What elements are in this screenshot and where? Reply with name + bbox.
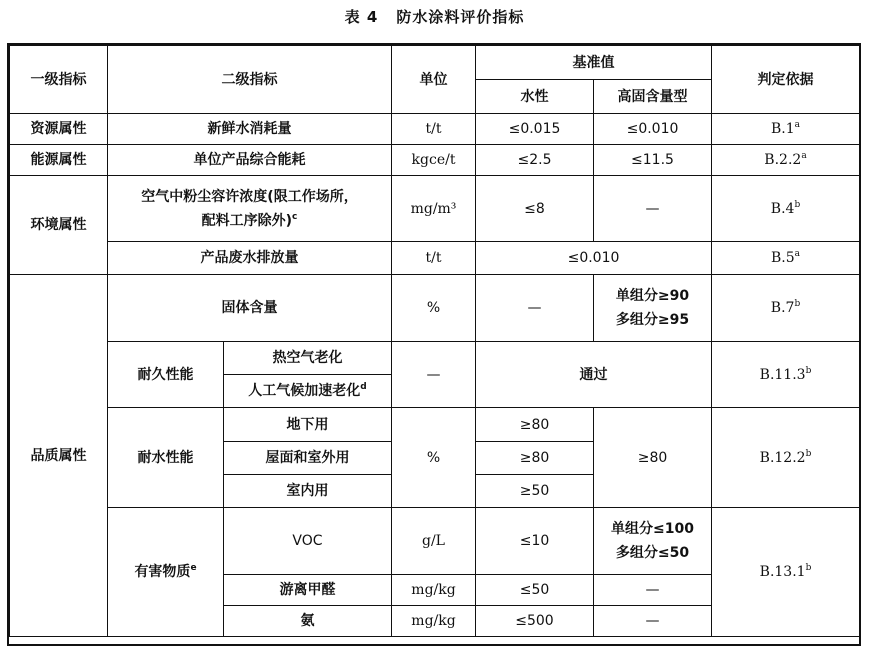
table-row xyxy=(10,176,860,242)
header-basis: 判定依据 xyxy=(712,46,860,114)
table-row xyxy=(10,408,860,442)
header-high-solid: 高固含量型 xyxy=(594,80,712,114)
header-level2: 二级指标 xyxy=(108,46,392,114)
basis-cell: B.7$^b$ xyxy=(712,275,860,342)
unit-cell: t/t xyxy=(392,242,476,275)
basis-cell: B.11.3$^b$ xyxy=(712,342,860,408)
unit-cell: mg/m³ xyxy=(392,176,476,242)
evaluation-table xyxy=(9,45,860,637)
high-solid-value: — xyxy=(594,575,712,606)
item-underground: 地下用 xyxy=(224,408,392,442)
item-ammonia: 氨 xyxy=(224,606,392,637)
item-dust-concentration: 空气中粉尘容许浓度(限工作场所， 配料工序除外)$^c$ xyxy=(108,176,392,242)
item-energy-consumption: 单位产品综合能耗 xyxy=(108,145,392,176)
high-solid-value: 单组分≥90 多组分≥95 xyxy=(594,275,712,342)
water-based-value: ≤2.5 xyxy=(476,145,594,176)
item-hot-air-aging: 热空气老化 xyxy=(224,342,392,375)
item-formaldehyde: 游离甲醛 xyxy=(224,575,392,606)
table-number: 表 4 xyxy=(344,8,379,26)
level1-environment: 环境属性 xyxy=(10,176,108,275)
item-roof-outdoor: 屋面和室外用 xyxy=(224,442,392,475)
table-row xyxy=(10,145,860,176)
level1-energy: 能源属性 xyxy=(10,145,108,176)
table-row xyxy=(10,342,860,375)
unit-cell: % xyxy=(392,275,476,342)
item-wastewater: 产品废水排放量 xyxy=(108,242,392,275)
water-based-value: ≤0.015 xyxy=(476,114,594,145)
unit-cell: % xyxy=(392,408,476,508)
shared-value: ≤0.010 xyxy=(476,242,712,275)
high-solid-value: ≤11.5 xyxy=(594,145,712,176)
high-solid-value: — xyxy=(594,176,712,242)
unit-cell: g/L xyxy=(392,508,476,575)
header-level1: 一级指标 xyxy=(10,46,108,114)
table-title: 防水涂料评价指标 xyxy=(396,8,525,26)
item-voc: VOC xyxy=(224,508,392,575)
water-based-value: ≥80 xyxy=(476,442,594,475)
item-solid-content: 固体含量 xyxy=(108,275,392,342)
high-solid-value: 单组分≤100 多组分≤50 xyxy=(594,508,712,575)
item-fresh-water: 新鲜水消耗量 xyxy=(108,114,392,145)
basis-cell: B.1$^a$ xyxy=(712,114,860,145)
water-based-value: ≥50 xyxy=(476,475,594,508)
group-hazardous: 有害物质$^e$ xyxy=(108,508,224,637)
basis-cell: B.2.2$^a$ xyxy=(712,145,860,176)
basis-cell: B.4$^b$ xyxy=(712,176,860,242)
table-row xyxy=(10,114,860,145)
level1-resource: 资源属性 xyxy=(10,114,108,145)
basis-cell: B.12.2$^b$ xyxy=(712,408,860,508)
table-row xyxy=(10,508,860,575)
unit-cell: mg/kg xyxy=(392,575,476,606)
table-row xyxy=(10,242,860,275)
unit-cell: kgce/t xyxy=(392,145,476,176)
group-water-resistance: 耐水性能 xyxy=(108,408,224,508)
table-row xyxy=(10,275,860,342)
item-artificial-weathering: 人工气候加速老化$^d$ xyxy=(224,375,392,408)
level1-quality: 品质属性 xyxy=(10,275,108,637)
high-solid-value: ≤0.010 xyxy=(594,114,712,145)
unit-cell: mg/kg xyxy=(392,606,476,637)
water-based-value: ≤10 xyxy=(476,508,594,575)
shared-value: 通过 xyxy=(476,342,712,408)
item-indoor: 室内用 xyxy=(224,475,392,508)
water-based-value: ≤50 xyxy=(476,575,594,606)
header-water-based: 水性 xyxy=(476,80,594,114)
basis-cell: B.13.1$^b$ xyxy=(712,508,860,637)
high-solid-value: — xyxy=(594,606,712,637)
table-caption xyxy=(0,6,869,27)
header-unit: 单位 xyxy=(392,46,476,114)
water-based-value: ≤500 xyxy=(476,606,594,637)
unit-cell: t/t xyxy=(392,114,476,145)
high-solid-value: ≥80 xyxy=(594,408,712,508)
header-benchmark: 基准值 xyxy=(476,46,712,80)
water-based-value: ≥80 xyxy=(476,408,594,442)
water-based-value: ≤8 xyxy=(476,176,594,242)
basis-cell: B.5$^a$ xyxy=(712,242,860,275)
unit-cell: — xyxy=(392,342,476,408)
water-based-value: — xyxy=(476,275,594,342)
group-durability: 耐久性能 xyxy=(108,342,224,408)
